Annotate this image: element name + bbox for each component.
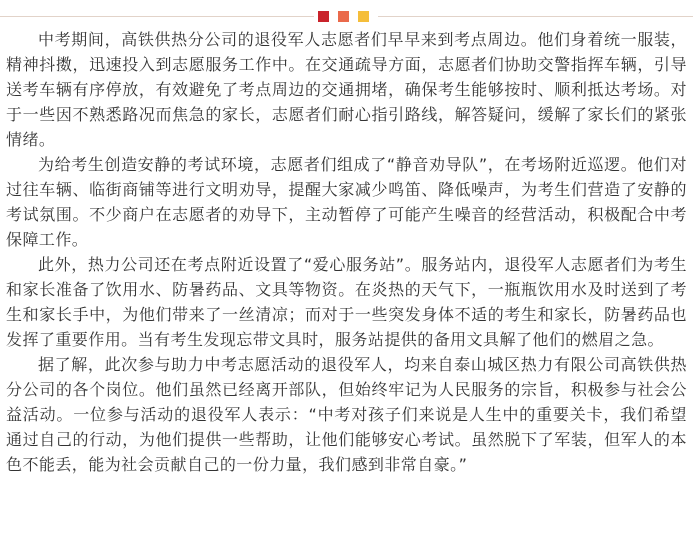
- divider-square-yellow: [358, 11, 369, 22]
- article-paragraph: 据了解，此次参与助力中考志愿活动的退役军人，均来自泰山城区热力有限公司高铁供热分公司的各个岗位。他们虽然已经离开部队，但始终牢记为人民服务的宗旨，积极参与社会公益活动。一位参与活动的退役军人表示：“中考对孩子们来说是人生中的重要关卡，我们希望通过自己的行动，为他们提供一些帮助，让他们能够安心考试。虽然脱下了军装，但军人的本色不能丢，能为社会贡献自己的一份力量，我们感到非常自豪。”: [6, 355, 687, 474]
- article-paragraph: 为给考生创造安静的考试环境，志愿者们组成了“静音劝导队”，在考场附近巡逻。他们对过往车辆、临街商铺等进行文明劝导，提醒大家减少鸣笛、降低噪声，为考生们营造了安静的考试氛围。不少商户在志愿者的劝导下，主动暂停了可能产生噪音的经营活动，积极配合中考保障工作。: [6, 155, 687, 249]
- divider-square-orange: [338, 11, 349, 22]
- divider-line-right: [378, 16, 693, 17]
- divider-line-left: [0, 16, 314, 17]
- top-divider: [0, 10, 693, 24]
- divider-squares: [318, 11, 369, 22]
- article-body: [6, 27, 687, 477]
- article-paragraph: 中考期间，高铁供热分公司的退役军人志愿者们早早来到考点周边。他们身着统一服装，精神抖擞，迅速投入到志愿服务工作中。在交通疏导方面，志愿者们协助交警指挥车辆，引导送考车辆有序停放，有效避免了考点周边的交通拥堵，确保考生能够按时、顺利抵达考场。对于一些因不熟悉路况而焦急的家长，志愿者们耐心指引路线，解答疑问，缓解了家长们的紧张情绪。: [6, 30, 687, 149]
- article-paragraph: 此外，热力公司还在考点附近设置了“爱心服务站”。服务站内，退役军人志愿者们为考生和家长准备了饮用水、防暑药品、文具等物资。在炎热的天气下，一瓶瓶饮用水及时送到了考生和家长手中，为他们带来了一丝清凉；而对于一些突发身体不适的考生和家长，防暑药品也发挥了重要作用。当有考生发现忘带文具时，服务站提供的备用文具解了他们的燃眉之急。: [6, 255, 687, 349]
- divider-square-red: [318, 11, 329, 22]
